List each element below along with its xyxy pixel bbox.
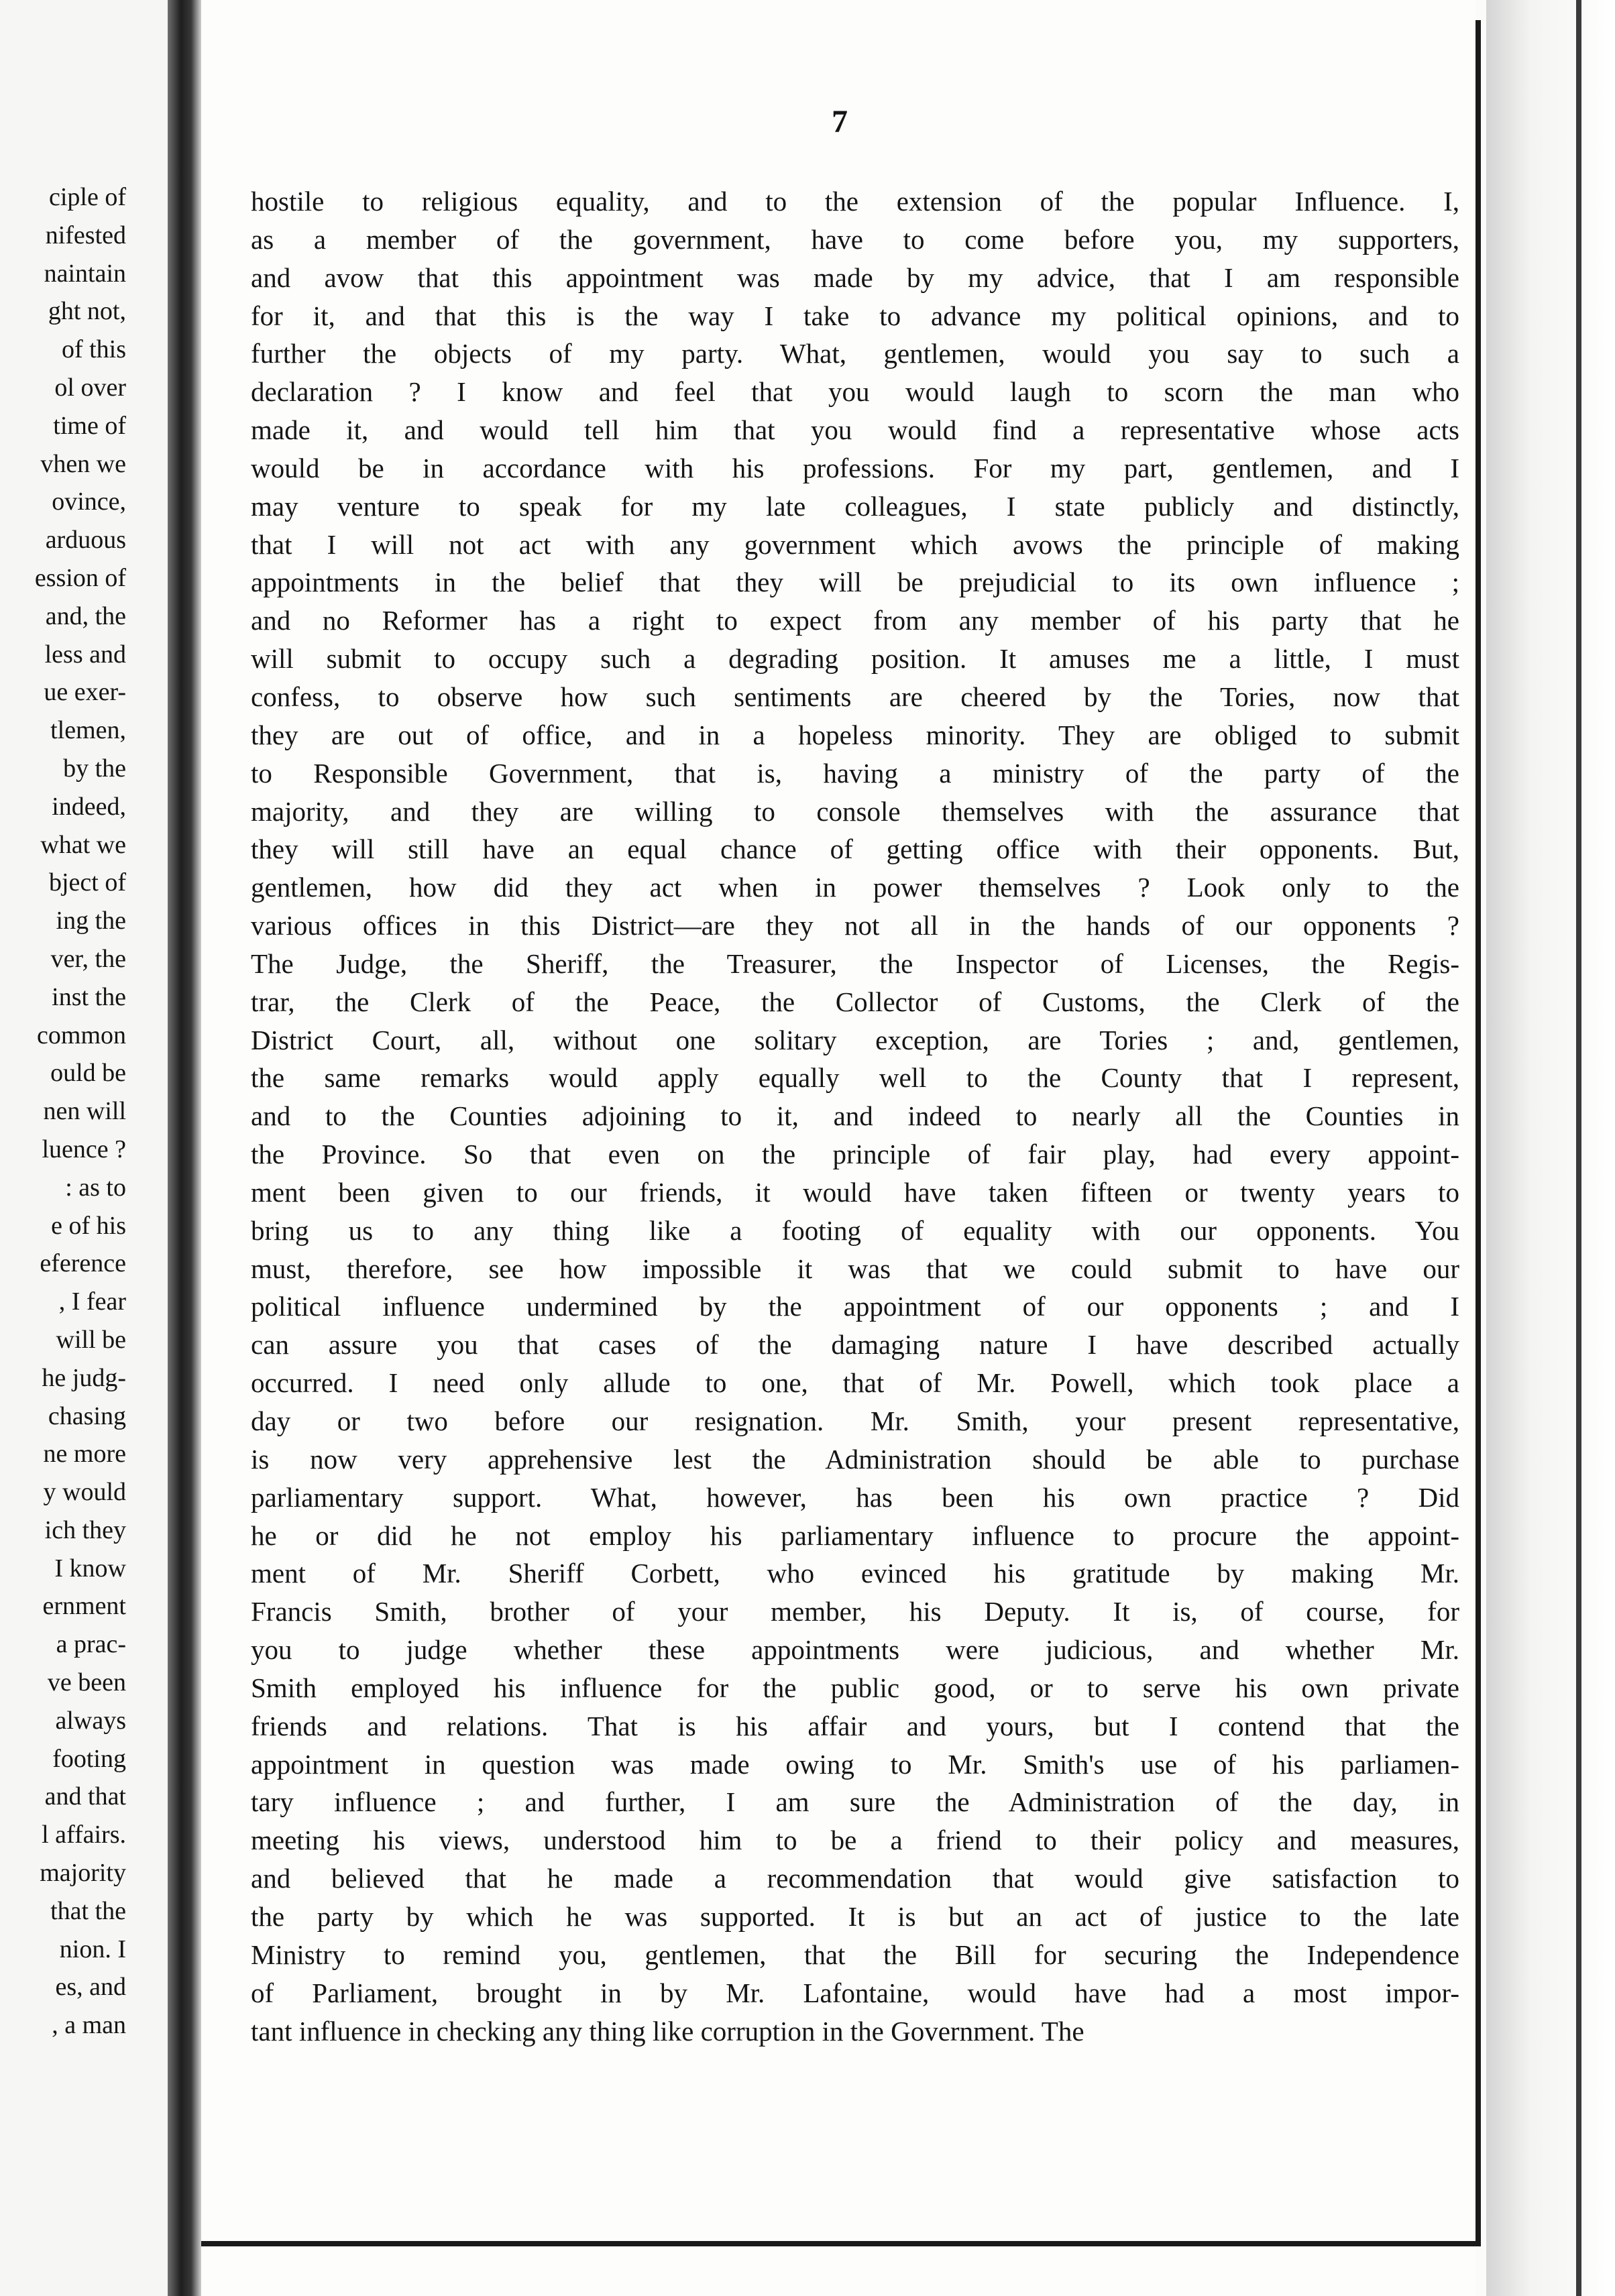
text-line: hostile to religious equality, and to the extension of the popular Influence. I, xyxy=(251,186,1459,217)
left-page-line: ver, the xyxy=(50,944,126,973)
left-page-line: less and xyxy=(44,640,126,669)
text-line: for it, and that this is the way I take to advance my political opinions, and to xyxy=(251,300,1459,331)
text-line: and avow that this appointment was made by my advice, that I am responsible xyxy=(251,262,1459,293)
left-page-line: ght not, xyxy=(48,297,126,326)
left-page-line: y would xyxy=(43,1478,126,1507)
text-line: District Court, all, without one solitary exception, are Tories ; and, gentlemen, xyxy=(251,1024,1459,1055)
body-text xyxy=(251,182,1459,2050)
text-line: may venture to speak for my late colleagues, I state publicly and distinctly, xyxy=(251,490,1459,522)
text-line: appointments in the belief that they will be prejudicial to its own influence ; xyxy=(251,567,1459,598)
left-page-line: by the xyxy=(63,754,126,783)
left-page-line: of this xyxy=(61,335,126,364)
text-line: is now very apprehensive lest the Administration should be able to purchase xyxy=(251,1443,1459,1475)
left-page-line: luence ? xyxy=(42,1135,126,1163)
text-line: of Parliament, brought in by Mr. Lafontaine, would have had a most impor- xyxy=(251,1977,1459,2008)
left-page-line: naintain xyxy=(44,259,126,288)
text-line: political influence undermined by the appointment of our opponents ; and I xyxy=(251,1291,1459,1322)
left-page-line: nifested xyxy=(45,221,126,249)
left-page-line: ue exer- xyxy=(44,678,126,707)
text-line: occurred. I need only allude to one, that of Mr. Powell, which took place a xyxy=(251,1367,1459,1399)
text-line: Ministry to remind you, gentlemen, that the Bill for securing the Independence xyxy=(251,1939,1459,1970)
left-page-line: eference xyxy=(40,1249,126,1278)
page-edge-margin xyxy=(1486,0,1615,2296)
text-line: parliamentary support. What, however, has been his own practice ? Did xyxy=(251,1481,1459,1513)
text-line: and no Reformer has a right to expect from any member of his party that he xyxy=(251,605,1459,636)
text-line: confess, to observe how such sentiments are cheered by the Tories, now that xyxy=(251,681,1459,712)
page-edge-line xyxy=(1576,0,1581,2296)
left-page-line: and that xyxy=(44,1782,126,1811)
left-page-text xyxy=(35,178,126,2045)
left-page-line: always xyxy=(55,1706,126,1735)
text-line: ment been given to our friends, it would have taken fifteen or twenty years to xyxy=(251,1176,1459,1208)
left-page-line: time of xyxy=(53,411,126,440)
left-page-line: I know xyxy=(54,1554,126,1583)
text-line: declaration ? I know and feel that you would laugh to scorn the man who xyxy=(251,376,1459,408)
left-page-line: indeed, xyxy=(52,792,126,821)
left-page-line: nion. I xyxy=(59,1935,126,1963)
left-page-line: , a man xyxy=(52,2011,126,2040)
left-page-line: ovince, xyxy=(52,487,126,516)
text-line: the Province. So that even on the principle of fair play, had every appoint- xyxy=(251,1139,1459,1170)
left-page-line: what we xyxy=(40,830,126,859)
left-page-line: will be xyxy=(56,1325,126,1354)
left-page-line: nen will xyxy=(43,1097,126,1126)
left-page-line: ich they xyxy=(44,1515,126,1544)
left-page-line: chasing xyxy=(48,1401,126,1430)
left-page-line: and, the xyxy=(45,601,126,630)
text-line: further the objects of my party. What, gentlemen, would you say to such a xyxy=(251,338,1459,369)
text-line: tary influence ; and further, I am sure the Administration of the day, in xyxy=(251,1786,1459,1818)
left-page-line: common xyxy=(37,1021,126,1049)
text-line: can assure you that cases of the damaging nature I have described actually xyxy=(251,1329,1459,1361)
left-page-line: l affairs. xyxy=(42,1821,126,1849)
left-page-line: ould be xyxy=(50,1059,126,1088)
left-page-line: footing xyxy=(52,1744,126,1773)
left-page-line: ing the xyxy=(56,907,126,935)
text-line: they will still have an equal chance of getting office with their opponents. But, xyxy=(251,834,1459,865)
text-line: he or did he not employ his parliamentary influence to procure the appoint- xyxy=(251,1519,1459,1551)
left-page-line: ession of xyxy=(34,563,126,592)
left-page-line: tlemen, xyxy=(50,716,126,745)
text-line: gentlemen, how did they act when in power themselves ? Look only to the xyxy=(251,872,1459,903)
text-line: appointment in question was made owing to Mr. Smith's use of his parliamen- xyxy=(251,1748,1459,1780)
text-line: meeting his views, understood him to be a friend to their policy and measures, xyxy=(251,1825,1459,1856)
left-page-line: bject of xyxy=(48,868,126,897)
text-line: must, therefore, see how impossible it was that we could submit to have our xyxy=(251,1253,1459,1284)
text-line: they are out of office, and in a hopeless minority. They are obliged to submit xyxy=(251,719,1459,750)
text-line: tant influence in checking any thing like corruption in the Government. The xyxy=(251,2015,1084,2047)
text-line: day or two before our resignation. Mr. Smith, your present representative, xyxy=(251,1405,1459,1436)
text-line: and believed that he made a recommendation that would give satisfaction to xyxy=(251,1863,1459,1894)
left-page-line: inst the xyxy=(52,982,126,1011)
text-line: you to judge whether these appointments were judicious, and whether Mr. xyxy=(251,1634,1459,1666)
left-page-line: a prac- xyxy=(56,1630,126,1659)
book-gutter-shadow xyxy=(168,0,201,2296)
left-page-line: ne more xyxy=(43,1440,126,1469)
text-line: Smith employed his influence for the public good, or to serve his own private xyxy=(251,1672,1459,1703)
text-line: various offices in this District—are they not all in the hands of our opponents ? xyxy=(251,910,1459,941)
text-line: friends and relations. That is his affair and yours, but I contend that the xyxy=(251,1710,1459,1741)
text-line: and to the Counties adjoining to it, and indeed to nearly all the Counties in xyxy=(251,1100,1459,1132)
text-line: ment of Mr. Sheriff Corbett, who evinced his gratitude by making Mr. xyxy=(251,1558,1459,1589)
left-page-line: es, and xyxy=(55,1973,126,2002)
text-line: Francis Smith, brother of your member, his Deputy. It is, of course, for xyxy=(251,1596,1459,1627)
text-line: the same remarks would apply equally well to the County that I represent, xyxy=(251,1062,1459,1094)
left-page-line: ol over xyxy=(54,373,126,402)
text-line: as a member of the government, have to come before you, my supporters, xyxy=(251,223,1459,255)
left-page-fragment xyxy=(0,0,168,2296)
text-line: made it, and would tell him that you would find a representative whose acts xyxy=(251,414,1459,446)
left-page-line: ve been xyxy=(47,1668,126,1697)
left-page-line: arduous xyxy=(45,526,126,555)
text-line: would be in accordance with his professions. For my part, gentlemen, and I xyxy=(251,452,1459,483)
text-line: bring us to any thing like a footing of equality with our opponents. You xyxy=(251,1214,1459,1246)
text-line: to Responsible Government, that is, having a ministry of the party of the xyxy=(251,757,1459,789)
left-page-line: ernment xyxy=(42,1592,126,1621)
left-page-line: vhen we xyxy=(40,449,126,478)
left-page-line: ciple of xyxy=(48,183,126,211)
text-line: the party by which he was supported. It is but an act of justice to the late xyxy=(251,1900,1459,1932)
left-page-line: majority xyxy=(40,1859,126,1888)
left-page-line: : as to xyxy=(65,1173,126,1202)
text-line: trar, the Clerk of the Peace, the Collector of Customs, the Clerk of the xyxy=(251,986,1459,1017)
text-line: that I will not act with any government which avows the principle of making xyxy=(251,528,1459,560)
left-page-line: he judg- xyxy=(42,1363,126,1392)
page-number: 7 xyxy=(832,104,848,139)
left-page-line: e of his xyxy=(51,1211,126,1240)
left-page-line: that the xyxy=(50,1896,126,1925)
text-line: will submit to occupy such a degrading position. It amuses me a little, I must xyxy=(251,643,1459,675)
left-page-line: , I fear xyxy=(58,1287,126,1316)
text-line: The Judge, the Sheriff, the Treasurer, the Inspector of Licenses, the Regis- xyxy=(251,948,1459,979)
text-line: majority, and they are willing to console themselves with the assurance that xyxy=(251,795,1459,827)
